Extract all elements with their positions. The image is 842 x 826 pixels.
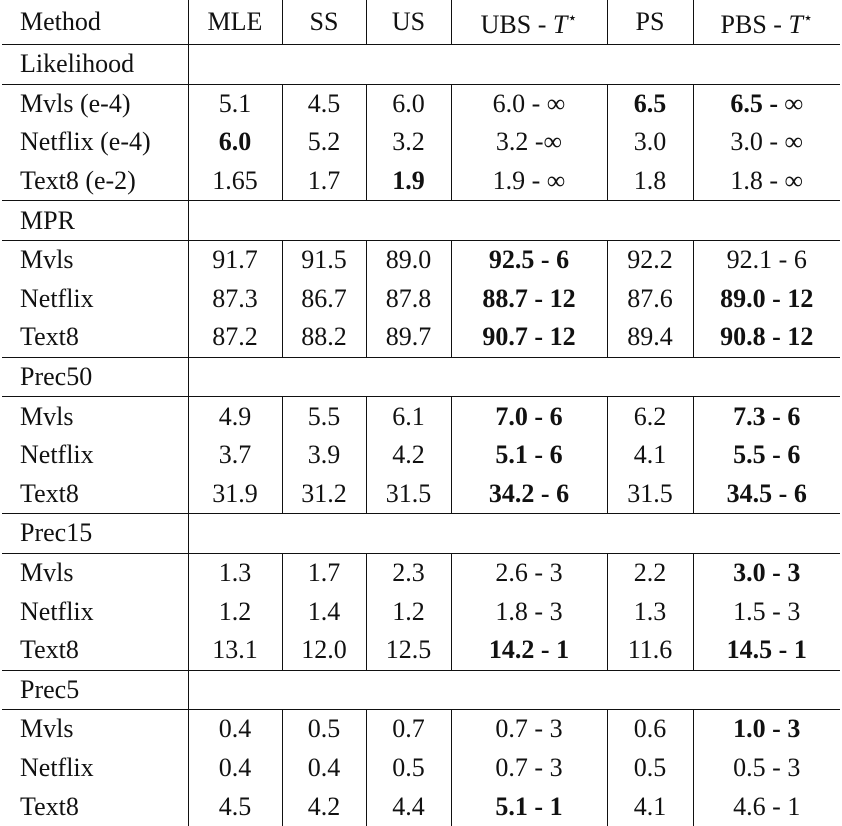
cell-ubs: 1.9 - ∞: [451, 162, 607, 201]
cell-ps: 31.5: [607, 475, 693, 514]
cell-ubs: 1.8 - 3: [451, 592, 607, 631]
cell-ss: 0.5: [282, 710, 366, 749]
table-row: [2, 436, 840, 475]
cell-ubs: 90.7 - 12: [451, 318, 607, 357]
table-row: [2, 710, 840, 749]
section-title: Prec50: [2, 357, 188, 397]
section-header-row: [2, 357, 840, 397]
cell-us: 0.7: [366, 710, 451, 749]
cell-us: 2.3: [366, 553, 451, 592]
section-header-row: [2, 514, 840, 554]
cell-ubs: 6.0 - ∞: [451, 84, 607, 123]
cell-pbs: 3.0 - ∞: [693, 123, 840, 162]
cell-ss: 1.7: [282, 162, 366, 201]
table-row: [2, 123, 840, 162]
table-row: [2, 553, 840, 592]
section-filler: [188, 45, 840, 85]
row-label: Text8: [20, 635, 79, 665]
row-label: Netflix: [20, 440, 94, 470]
cell-ubs: 92.5 - 6: [451, 240, 607, 279]
table-row: [2, 318, 840, 357]
header-pbs-t: T: [788, 10, 803, 39]
cell-ss: 88.2: [282, 318, 366, 357]
cell-ubs: 14.2 - 1: [451, 631, 607, 670]
header-ubs: [451, 0, 607, 45]
header-pbs-star: ⋆: [802, 10, 813, 27]
section-title: MPR: [2, 201, 188, 241]
cell-pbs: 34.5 - 6: [693, 475, 840, 514]
cell-pbs: 1.5 - 3: [693, 592, 840, 631]
cell-ss: 4.5: [282, 84, 366, 123]
table-body: [2, 45, 840, 826]
table-row: [2, 475, 840, 514]
header-ubs-prefix: UBS -: [480, 10, 553, 39]
cell-us: 1.2: [366, 592, 451, 631]
cell-mle: 1.65: [188, 162, 282, 201]
section-title: Prec15: [2, 514, 188, 554]
section-filler: [188, 514, 840, 554]
row-label: Text8: [20, 322, 79, 352]
cell-us: 89.7: [366, 318, 451, 357]
cell-ps: 0.6: [607, 710, 693, 749]
cell-ubs: 3.2 -∞: [451, 123, 607, 162]
cell-ss: 5.2: [282, 123, 366, 162]
row-label: Mvls: [20, 714, 74, 744]
cell-us: 0.5: [366, 749, 451, 788]
header-row: [2, 0, 840, 45]
cell-ss: 0.4: [282, 749, 366, 788]
section-title: Likelihood: [2, 45, 188, 85]
row-label: Mvls: [20, 401, 74, 431]
cell-us: 31.5: [366, 475, 451, 514]
cell-ps: 4.1: [607, 436, 693, 475]
cell-ubs: 5.1 - 1: [451, 787, 607, 826]
cell-mle: 0.4: [188, 710, 282, 749]
cell-ss: 86.7: [282, 280, 366, 319]
header-ubs-star: ⋆: [567, 10, 578, 27]
cell-ss: 5.5: [282, 397, 366, 436]
row-label: Netflix (e-4): [20, 127, 151, 157]
cell-pbs: 5.5 - 6: [693, 436, 840, 475]
header-ps: PS: [607, 0, 693, 45]
cell-us: 6.1: [366, 397, 451, 436]
cell-ubs: 5.1 - 6: [451, 436, 607, 475]
cell-ss: 4.2: [282, 787, 366, 826]
cell-ss: 12.0: [282, 631, 366, 670]
cell-ps: 89.4: [607, 318, 693, 357]
cell-us: 3.2: [366, 123, 451, 162]
table-row: [2, 631, 840, 670]
section-filler: [188, 201, 840, 241]
cell-ubs: 2.6 - 3: [451, 553, 607, 592]
cell-mle: 13.1: [188, 631, 282, 670]
cell-pbs: 3.0 - 3: [693, 553, 840, 592]
cell-ss: 3.9: [282, 436, 366, 475]
row-label: Netflix: [20, 596, 94, 626]
row-label: Netflix: [20, 752, 94, 782]
cell-pbs: 92.1 - 6: [693, 240, 840, 279]
cell-ps: 87.6: [607, 280, 693, 319]
cell-ss: 1.4: [282, 592, 366, 631]
cell-us: 6.0: [366, 84, 451, 123]
table-row: [2, 162, 840, 201]
cell-ps: 0.5: [607, 749, 693, 788]
cell-mle: 6.0: [188, 123, 282, 162]
section-filler: [188, 670, 840, 710]
cell-pbs: 7.3 - 6: [693, 397, 840, 436]
cell-ps: 2.2: [607, 553, 693, 592]
cell-mle: 0.4: [188, 749, 282, 788]
cell-ubs: 7.0 - 6: [451, 397, 607, 436]
cell-pbs: 89.0 - 12: [693, 280, 840, 319]
cell-pbs: 1.0 - 3: [693, 710, 840, 749]
cell-pbs: 14.5 - 1: [693, 631, 840, 670]
cell-ps: 4.1: [607, 787, 693, 826]
cell-mle: 31.9: [188, 475, 282, 514]
row-label: Netflix: [20, 283, 94, 313]
cell-us: 12.5: [366, 631, 451, 670]
cell-pbs: 4.6 - 1: [693, 787, 840, 826]
cell-ps: 1.3: [607, 592, 693, 631]
cell-pbs: 0.5 - 3: [693, 749, 840, 788]
cell-mle: 87.3: [188, 280, 282, 319]
cell-mle: 4.9: [188, 397, 282, 436]
cell-ps: 1.8: [607, 162, 693, 201]
cell-us: 1.9: [366, 162, 451, 201]
table-row: [2, 280, 840, 319]
section-title: Prec5: [2, 670, 188, 710]
cell-pbs: 90.8 - 12: [693, 318, 840, 357]
cell-ps: 6.5: [607, 84, 693, 123]
cell-ps: 3.0: [607, 123, 693, 162]
cell-us: 89.0: [366, 240, 451, 279]
table-row: [2, 592, 840, 631]
cell-pbs: 6.5 - ∞: [693, 84, 840, 123]
cell-us: 87.8: [366, 280, 451, 319]
table-row: [2, 787, 840, 826]
cell-mle: 1.3: [188, 553, 282, 592]
row-label: Text8 (e-2): [20, 166, 136, 196]
table-row: [2, 240, 840, 279]
section-filler: [188, 357, 840, 397]
header-pbs-prefix: PBS -: [720, 10, 789, 39]
cell-mle: 91.7: [188, 240, 282, 279]
cell-ss: 31.2: [282, 475, 366, 514]
results-table: [2, 0, 840, 826]
cell-ss: 1.7: [282, 553, 366, 592]
cell-mle: 87.2: [188, 318, 282, 357]
cell-ubs: 0.7 - 3: [451, 710, 607, 749]
section-header-row: [2, 201, 840, 241]
header-method: Method: [2, 0, 188, 45]
cell-us: 4.2: [366, 436, 451, 475]
row-label: Text8: [20, 791, 79, 821]
cell-mle: 3.7: [188, 436, 282, 475]
row-label: Mvls: [20, 558, 74, 588]
row-label: Mvls (e-4): [20, 88, 131, 118]
cell-ubs: 0.7 - 3: [451, 749, 607, 788]
table-row: [2, 749, 840, 788]
section-header-row: [2, 45, 840, 85]
header-mle: MLE: [188, 0, 282, 45]
cell-ps: 92.2: [607, 240, 693, 279]
cell-pbs: 1.8 - ∞: [693, 162, 840, 201]
row-label: Mvls: [20, 245, 74, 275]
header-pbs: [693, 0, 840, 45]
cell-ubs: 88.7 - 12: [451, 280, 607, 319]
header-ubs-t: T: [552, 10, 568, 39]
cell-mle: 1.2: [188, 592, 282, 631]
cell-us: 4.4: [366, 787, 451, 826]
section-header-row: [2, 670, 840, 710]
cell-ss: 91.5: [282, 240, 366, 279]
cell-mle: 5.1: [188, 84, 282, 123]
cell-ubs: 34.2 - 6: [451, 475, 607, 514]
row-label: Text8: [20, 478, 79, 508]
cell-ps: 11.6: [607, 631, 693, 670]
header-us: US: [366, 0, 451, 45]
cell-mle: 4.5: [188, 787, 282, 826]
table-row: [2, 84, 840, 123]
header-ss: SS: [282, 0, 366, 45]
cell-ps: 6.2: [607, 397, 693, 436]
table-row: [2, 397, 840, 436]
